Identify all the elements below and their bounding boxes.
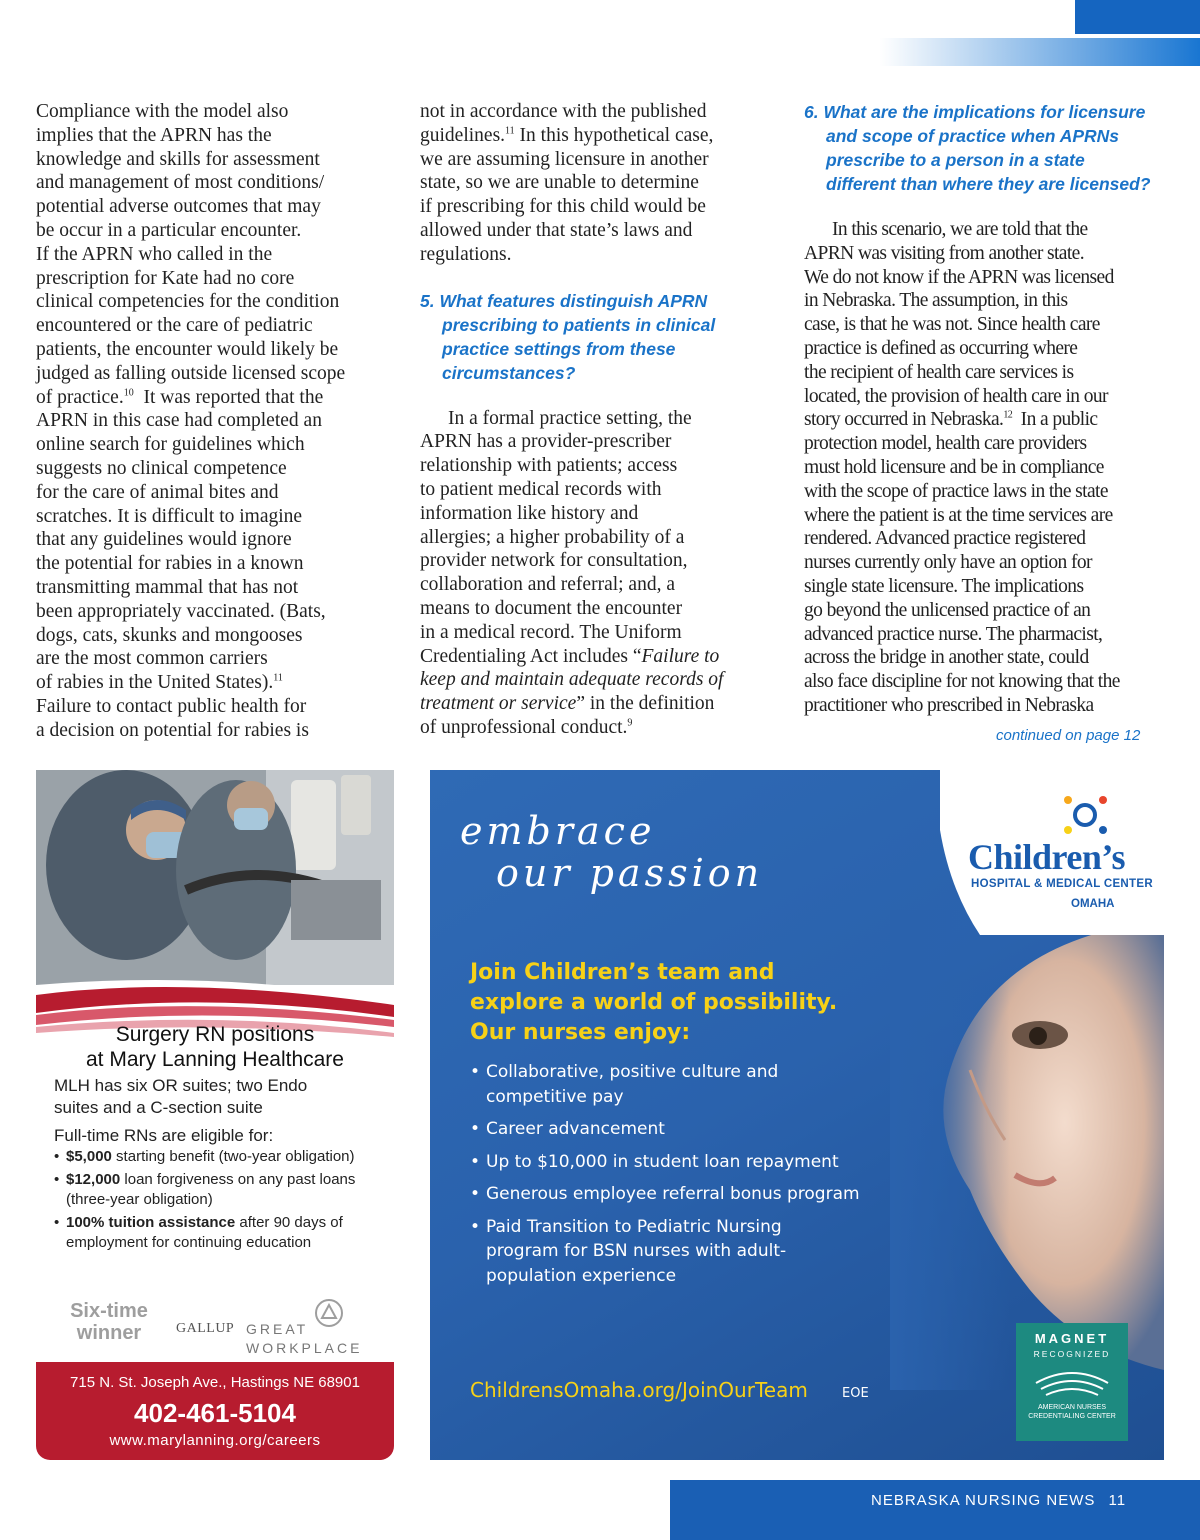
publication-name: NEBRASKA NURSING NEWS	[871, 1492, 1096, 1509]
text-line: In a formal practice setting, the	[448, 407, 692, 429]
article-paragraph	[420, 407, 780, 740]
magnet-title: MAGNET	[1034, 1331, 1110, 1346]
eligibility-heading: Full-time RNs are eligible for:	[54, 1126, 274, 1145]
label-line: winner	[76, 1322, 142, 1344]
article-paragraph	[420, 100, 780, 267]
text-line: clinical competencies for the condition	[36, 291, 340, 313]
benefit-highlight: 100% tuition assistance	[66, 1214, 236, 1231]
text-line: different than where they are licensed?	[826, 174, 1151, 194]
text-line: Failure to contact public health for	[36, 695, 307, 717]
benefit-highlight: $5,000	[66, 1148, 112, 1165]
text-line	[36, 386, 401, 410]
text-fragment: of unprofessional conduct.	[420, 716, 628, 738]
headline-line: explore a world of possibility.	[470, 990, 838, 1015]
text-line: must hold licensure and be in compliance	[804, 456, 1104, 478]
text-line: 5. What features distinguish APRN	[420, 290, 708, 311]
list-item: • Generous employee referral bonus program	[470, 1182, 900, 1207]
label-line: Six-time	[70, 1300, 148, 1322]
question-6-heading	[804, 100, 1169, 196]
text-line: where the patient is at the time services are	[804, 504, 1113, 526]
text-line: APRN has a provider-prescriber	[420, 431, 672, 453]
text-line: state, so we are unable to determine	[420, 172, 699, 194]
footnote-ref: 11	[273, 672, 283, 684]
text-fragment: of practice.	[36, 386, 124, 408]
contact-panel	[36, 1362, 394, 1460]
benefits-list	[54, 1147, 384, 1256]
quoted-text: Failure to	[641, 645, 720, 667]
text-line: allowed under that state’s laws and	[420, 219, 693, 241]
childrens-logo-name: Children’s	[968, 837, 1126, 877]
article-paragraph	[36, 100, 401, 743]
text-line: patients, the encounter would likely be	[36, 338, 339, 360]
text-fragment: It was reported that the	[133, 386, 324, 408]
phone-number[interactable]: 402-461-5104	[134, 1398, 296, 1428]
text-line: relationship with patients; access	[420, 455, 678, 477]
text-line: in a medical record. The Uniform	[420, 621, 682, 643]
continued-notice: continued on page 12	[996, 727, 1141, 744]
text-line: located, the provision of health care in our	[804, 385, 1108, 407]
text-line: practice settings from these	[442, 338, 676, 359]
text-line: are the most common carriers	[36, 648, 268, 670]
text-line	[420, 692, 780, 716]
text-fragment: In a public	[1012, 409, 1098, 431]
text-line: and management of most conditions/	[36, 172, 325, 194]
text-line: encountered or the care of pediatric	[36, 315, 313, 337]
header-gradient-bar	[880, 38, 1200, 66]
benefit-text: loan forgiveness on any past loans (three-year obligation)	[66, 1171, 356, 1208]
text-line: practitioner who prescribed in Nebraska	[804, 694, 1094, 716]
title-line: at Mary Lanning Healthcare	[86, 1048, 344, 1071]
text-line: with the scope of practice laws in the state	[804, 480, 1108, 502]
article-column-1	[36, 100, 401, 743]
list-item	[54, 1213, 384, 1253]
quoted-text: keep and maintain adequate records of	[420, 669, 724, 691]
header-tab-bar	[1075, 0, 1200, 34]
text-line	[36, 671, 401, 695]
article-paragraph	[804, 218, 1169, 718]
embrace-script	[460, 810, 763, 894]
text-line: suggests no clinical competence	[36, 457, 287, 479]
text-line: advanced practice nurse. The pharmacist,	[804, 623, 1103, 645]
footer-publication	[871, 1492, 1126, 1509]
careers-link[interactable]: ChildrensOmaha.org/JoinOurTeam	[470, 1378, 808, 1402]
text-line: If the APRN who called in the	[36, 243, 273, 265]
article-column-3	[804, 100, 1169, 718]
text-line: if prescribing for this child would be	[420, 196, 706, 218]
text-fragment: ” in the definition	[576, 693, 715, 715]
text-line: information like history and	[420, 502, 639, 524]
text-line	[420, 124, 780, 148]
magnet-badge	[1016, 1323, 1128, 1441]
text-line: case, is that he was not. Since health care	[804, 314, 1100, 336]
text-line: online search for guidelines which	[36, 434, 305, 456]
text-line	[420, 716, 780, 740]
ad-intro	[54, 1075, 384, 1119]
question-5-heading	[420, 289, 780, 385]
text-line: practice is defined as occurring where	[804, 337, 1078, 359]
text-line	[804, 408, 1169, 432]
magnet-organization	[1020, 1403, 1124, 1421]
text-line: a decision on potential for rabies is	[36, 719, 309, 741]
mary-lanning-ad[interactable]	[36, 770, 394, 1460]
article-column-2	[420, 100, 780, 740]
text-line	[420, 668, 780, 692]
text-line: provider network for consultation,	[420, 550, 688, 572]
text-line: to patient medical records with	[420, 478, 662, 500]
text-line: not in accordance with the published	[420, 101, 707, 122]
text-line: and scope of practice when APRNs	[826, 126, 1120, 146]
address: 715 N. St. Joseph Ave., Hastings NE 68901	[70, 1374, 360, 1391]
intro-line: MLH has six OR suites; two Endo	[54, 1076, 308, 1095]
list-item	[54, 1170, 384, 1210]
text-line: been appropriately vaccinated. (Bats,	[36, 600, 326, 622]
childrens-hospital-ad[interactable]	[430, 770, 1164, 1460]
text-line: In this scenario, we are told that the	[832, 219, 1088, 240]
text-fragment: story occurred in Nebraska.	[804, 409, 1004, 431]
text-line: be occur in a particular encounter.	[36, 219, 302, 241]
text-line: APRN in this case had completed an	[36, 410, 322, 432]
benefits-list	[470, 1060, 900, 1296]
text-line: for the care of animal bites and	[36, 481, 279, 503]
list-item	[54, 1147, 384, 1167]
logo-line: GREAT	[246, 1321, 309, 1337]
text-line: transmitting mammal that has not	[36, 576, 299, 598]
ad-headline	[470, 958, 837, 1048]
text-line: implies that the APRN has the	[36, 124, 272, 146]
benefit-text: after 90 days of employment for continuing education	[66, 1214, 343, 1251]
text-line: nurses currently only have an option for	[804, 552, 1092, 574]
text-line: rendered. Advanced practice registered	[804, 528, 1086, 550]
text-fragment: guidelines.	[420, 124, 506, 146]
eoe-label: EOE	[842, 1386, 869, 1401]
text-line: means to document the encounter	[420, 597, 683, 619]
footnote-ref: 9	[627, 717, 633, 729]
text-fragment: of rabies in the United States).	[36, 672, 274, 694]
text-fragment: In this hypothetical case,	[514, 124, 714, 146]
text-line: also face discipline for not knowing that the	[804, 671, 1120, 693]
surgeons-illustration	[36, 770, 394, 985]
text-line: the potential for rabies in a known	[36, 553, 304, 575]
intro-line: suites and a C-section suite	[54, 1098, 263, 1117]
text-line: circumstances?	[442, 362, 576, 383]
text-line: we are assuming licensure in another	[420, 148, 709, 170]
text-line: prescription for Kate had no core	[36, 267, 295, 289]
text-line: regulations.	[420, 243, 512, 265]
text-line	[420, 645, 780, 669]
headline-line: Our nurses enjoy:	[470, 1020, 691, 1045]
footnote-ref: 10	[123, 387, 134, 399]
org-line: CREDENTIALING CENTER	[1028, 1413, 1116, 1420]
text-line: We do not know if the APRN was licensed	[804, 266, 1114, 288]
logo-line: WORKPLACE	[246, 1340, 363, 1356]
text-line: Compliance with the model also	[36, 101, 289, 122]
childrens-logo-subtitle: HOSPITAL & MEDICAL CENTER	[971, 878, 1153, 890]
great-workplace-logo	[246, 1320, 362, 1358]
childrens-logo-city: OMAHA	[1071, 898, 1115, 910]
text-line: prescribing to patients in clinical	[442, 314, 716, 335]
text-line: scratches. It is difficult to imagine	[36, 505, 303, 527]
surgeons-photo	[36, 770, 394, 985]
text-line: potential adverse outcomes that may	[36, 196, 321, 218]
benefit-text: starting benefit (two-year obligation)	[111, 1148, 355, 1165]
laurel-icon	[1016, 1363, 1128, 1403]
text-line: go beyond the unlicensed practice of an	[804, 599, 1091, 621]
text-line: in Nebraska. The assumption, in this	[804, 290, 1068, 312]
text-fragment: Credentialing Act includes “	[420, 645, 642, 667]
text-line: knowledge and skills for assessment	[36, 148, 320, 170]
careers-link[interactable]: www.marylanning.org/careers	[109, 1432, 321, 1449]
headline-line: Join Children’s team and	[470, 960, 775, 985]
gallup-logo: GALLUP	[176, 1321, 235, 1336]
org-line: AMERICAN NURSES	[1037, 1404, 1107, 1411]
text-line: protection model, health care providers	[804, 433, 1087, 455]
text-line: allergies; a higher probability of a	[420, 526, 685, 548]
title-line: Surgery RN positions	[115, 1023, 315, 1046]
list-item: • Paid Transition to Pediatric Nursing program for BSN nurses with adult-population experience	[470, 1215, 806, 1289]
ad-title	[36, 1022, 394, 1072]
benefit-highlight: $12,000	[66, 1171, 121, 1188]
six-time-winner-label	[54, 1300, 164, 1344]
text-line: prescribe to a person in a state	[826, 150, 1085, 170]
text-line: single state licensure. The implications	[804, 575, 1084, 597]
script-line: our passion	[496, 851, 764, 895]
text-line: across the bridge in another state, could	[804, 647, 1089, 669]
text-line: dogs, cats, skunks and mongooses	[36, 624, 303, 646]
footnote-ref: 11	[505, 125, 515, 137]
text-line: judged as falling outside licensed scope	[36, 362, 346, 384]
text-line: APRN was visiting from another state.	[804, 242, 1085, 264]
footer-bar	[670, 1480, 1200, 1540]
list-item: • Career advancement	[470, 1117, 900, 1142]
list-item: • Collaborative, positive culture and competitive pay	[470, 1060, 806, 1109]
text-line: that any guidelines would ignore	[36, 529, 292, 551]
magnet-recognized: RECOGNIZED	[1033, 1349, 1111, 1359]
list-item: • Up to $10,000 in student loan repayment	[470, 1150, 900, 1175]
text-line: the recipient of health care services is	[804, 361, 1074, 383]
text-line: collaboration and referral; and, a	[420, 574, 675, 596]
script-line: embrace	[460, 809, 656, 853]
quoted-text: treatment or service	[420, 693, 577, 715]
page-number: 11	[1108, 1492, 1127, 1509]
text-line: 6. What are the implications for licensure	[804, 102, 1146, 122]
footnote-ref: 12	[1003, 409, 1013, 421]
